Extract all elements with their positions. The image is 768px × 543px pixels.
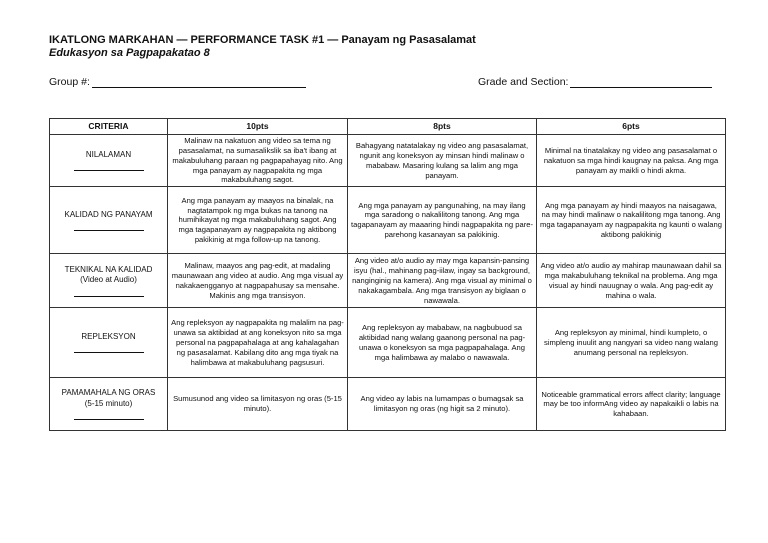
cell-6pts: Ang mga panayam ay hindi maayos na naisagawa, na may hindi malinaw o nakalilitong mga tanong. Ang mga tagapanayam ay nagpapakita ng kaunti o walang aktibong pakikinig: [537, 187, 726, 254]
table-row: [50, 135, 726, 187]
criteria-cell: [50, 378, 168, 431]
document-subtitle: Edukasyon sa Pagpapakatao 8: [49, 47, 210, 59]
cell-8pts: Ang repleksyon ay mababaw, na nagbubuod sa aktibidad nang walang gaanong personal na pag-unawa o koneksyon sa mga pagpapahalaga. Ang mga halimbawa ay malabo o nawawala.: [348, 308, 537, 378]
group-label: Group #:: [49, 76, 90, 88]
score-blank-line[interactable]: [74, 170, 144, 171]
cell-6pts: Ang repleksyon ay minimal, hindi kumpleto, o simpleng inuulit ang nangyari sa video nang walang anumang personal na repleksyon.: [537, 308, 726, 378]
criteria-label: TEKNIKAL NA KALIDAD: [64, 264, 153, 274]
group-field[interactable]: [49, 76, 306, 88]
table-row: [50, 254, 726, 308]
group-blank-line[interactable]: [92, 76, 306, 88]
cell-6pts: Noticeable grammatical errors affect clarity; language may be too informAng video ay napakaikli o labis na kahabaan.: [537, 378, 726, 431]
grade-section-blank-line[interactable]: [570, 76, 712, 88]
score-blank-line[interactable]: [74, 352, 144, 353]
criteria-sublabel: (Video at Audio): [80, 275, 137, 285]
grade-section-field[interactable]: [478, 76, 712, 88]
table-header-row: [50, 119, 726, 135]
cell-8pts: Ang video at/o audio ay may mga kapansin-pansing isyu (hal., mahinang pag-iilaw, ingay sa background, nanginginig na kamera). Ang mga visual ay minimal o nakakagambala. Ang mga transisyon ay biglaan o nawawala.: [348, 254, 537, 308]
score-blank-line[interactable]: [74, 419, 144, 420]
criteria-cell: [50, 187, 168, 254]
table-row: [50, 308, 726, 378]
criteria-label: PAMAMAHALA NG ORAS: [61, 388, 156, 398]
cell-10pts: Ang repleksyon ay nagpapakita ng malalim na pag-unawa sa aktibidad at ang koneksyon nito sa mga personal na pagpapahalaga at ang kahalagahan ng pasasalamat. Kabilang dito ang mga tiyak na halimbawa at makabuluhang pagsusuri.: [168, 308, 348, 378]
cell-8pts: Bahagyang natatalakay ng video ang pasasalamat, ngunit ang koneksyon ay minsan hindi malinaw o mababaw. Masaring kulang sa lalim ang mga panayam.: [348, 135, 537, 187]
header-criteria: CRITERIA: [50, 119, 168, 135]
cell-10pts: Sumusunod ang video sa limitasyon ng oras (5-15 minuto).: [168, 378, 348, 431]
cell-10pts: Ang mga panayam ay maayos na binalak, na nagtatampok ng mga bukas na tanong na humihikayat ng mga makabuluhang sagot. Ang mga tagapanayam ay nagpapakita ng aktibong pakikinig at mga follow-up na tanong.: [168, 187, 348, 254]
cell-6pts: Minimal na tinatalakay ng video ang pasasalamat o nakatuon sa mga hindi kaugnay na paksa. Ang mga panayam ay maikli o hindi akma.: [537, 135, 726, 187]
criteria-label: KALIDAD NG PANAYAM: [64, 209, 153, 219]
header-6pts: 6pts: [537, 119, 726, 135]
cell-8pts: Ang video ay labis na lumampas o bumagsak sa limitasyon ng oras (ng higit sa 2 minuto).: [348, 378, 537, 431]
criteria-label: NILALAMAN: [85, 149, 132, 159]
criteria-label: REPLEKSYON: [81, 332, 136, 342]
cell-10pts: Malinaw na nakatuon ang video sa tema ng pasasalamat, na sumasalikslik sa iba't ibang at makabuluhang paraan ng pagpapahayag nito. Ang mga panayam ay nagpapakita ng mga makabuluhang sagot.: [168, 135, 348, 187]
cell-10pts: Malinaw, maayos ang pag-edit, at madaling maunawaan ang video at audio. Ang mga visual ay nakakaengganyo at nagpapahusay sa mensahe. Makinis ang mga transisyon.: [168, 254, 348, 308]
document-title: IKATLONG MARKAHAN — PERFORMANCE TASK #1 — Panayam ng Pasasalamat: [49, 34, 476, 46]
cell-8pts: Ang mga panayam ay pangunahing, na may ilang mga saradong o nakalilitong tanong. Ang mga tagapanayam ay maaaring hindi nagpapakita ng pare-parehong kasanayan sa pakikinig.: [348, 187, 537, 254]
header-8pts: 8pts: [348, 119, 537, 135]
table-row: [50, 187, 726, 254]
criteria-cell: [50, 135, 168, 187]
header-10pts: 10pts: [168, 119, 348, 135]
criteria-sublabel: (5-15 minuto): [84, 398, 133, 408]
criteria-cell: [50, 254, 168, 308]
rubric-table: [49, 118, 726, 431]
score-blank-line[interactable]: [74, 230, 144, 231]
cell-6pts: Ang video at/o audio ay mahirap maunawaan dahil sa mga makabuluhang teknikal na problema. Ang mga visual ay hindi nauugnay o wala. Ang pag-edit ay mahina o wala.: [537, 254, 726, 308]
table-row: [50, 378, 726, 431]
grade-section-label: Grade and Section:: [478, 76, 569, 88]
score-blank-line[interactable]: [74, 296, 144, 297]
criteria-cell: [50, 308, 168, 378]
